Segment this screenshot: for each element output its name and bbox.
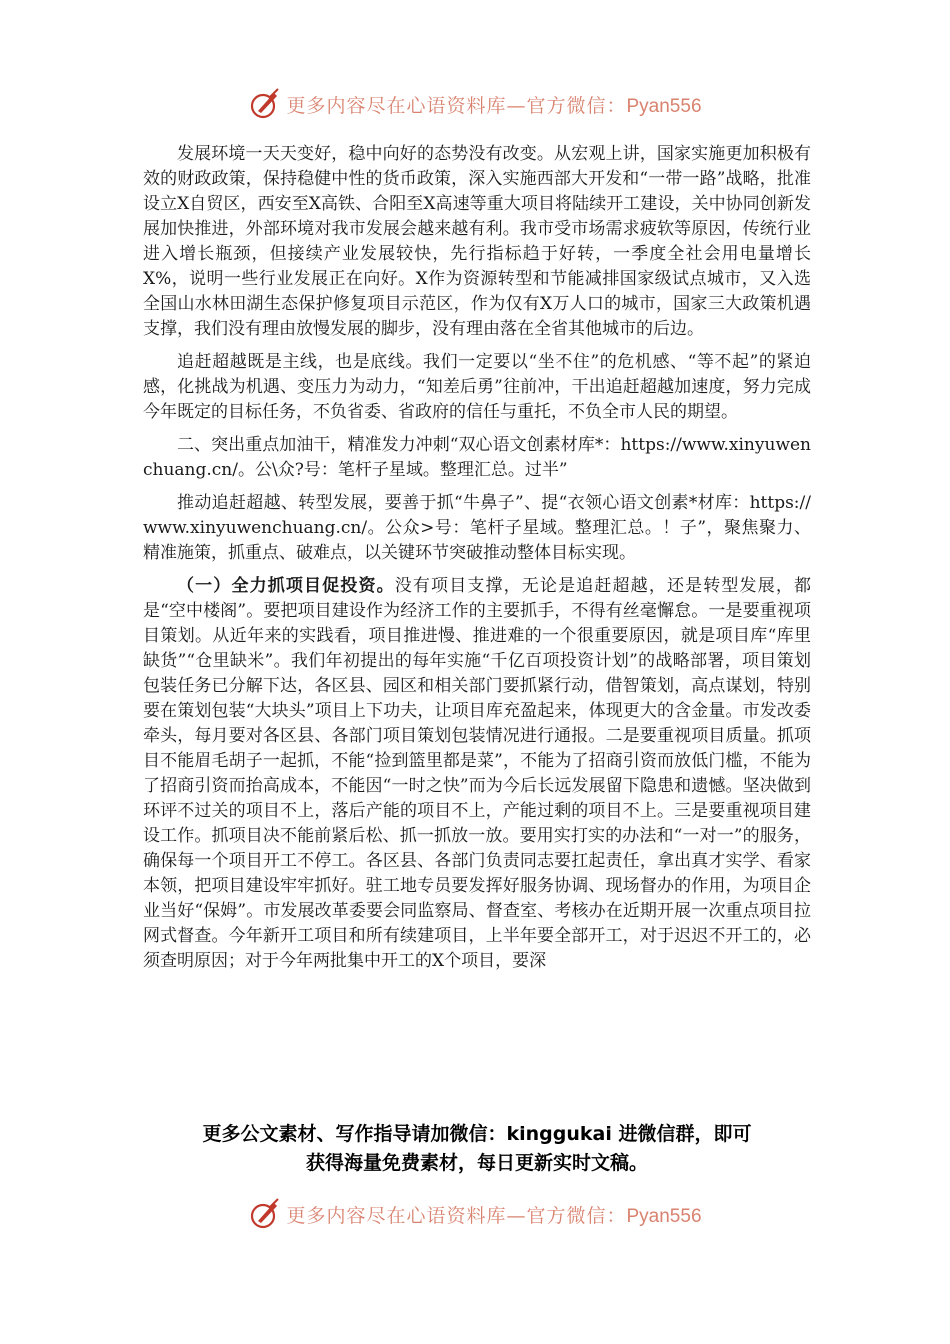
banner-text xyxy=(286,91,701,118)
banner-wechat-id: Pyan556 xyxy=(626,95,702,117)
footer-banner xyxy=(0,1192,950,1236)
header-banner xyxy=(0,82,950,126)
paragraph-environment: 发展环境一天天变好，稳中向好的态势没有改变。从宏观上讲，国家实施更加积极有效的财政政策，保持稳健中性的货币政策，深入实施西部大开发和“一带一路”战略，批准设立X自贸区，西安至X高铁、合阳至X高速等重大项目将陆续开工建设，关中协同创新发展加快推进，外部环境对我市发展会越来越有利。我市受市场需求疲软等原因，传统行业进入增长瓶颈，但接续产业发展较快，先行指标趋于好转，一季度全社会用电量增长X%，说明一些行业发展正在向好。X作为资源转型和节能减排国家级试点城市，又入选全国山水林田湖生态保护修复项目示范区，作为仅有X万人口的城市，国家三大政策机遇支撑，我们没有理由放慢发展的脚步，没有理由落在全省其他城市的后边。 xyxy=(143,144,811,339)
banner-main-text: 更多内容尽在心语资料库 xyxy=(286,94,507,117)
section-text-projects: 没有项目支撑，无论是追赶超越，还是转型发展，都是“空中楼阁”。要把项目建设作为经济工作的主要抓手，不得有丝毫懈怠。一是要重视项目策划。从近年来的实践看，项目推进慢、推进难的一个很重要原因，就是项目库“库里缺货”“仓里缺米”。我们年初提出的每年实施“千亿百项投资计划”的战略部署，项目策划包装任务已分解下达，各区县、园区和相关部门要抓紧行动，借智策划，高点谋划，特别要在策划包装“大块头”项目上下功夫，让项目库充盈起来，体现更大的含金量。市发改委牵头，每月要对各区县、各部门项目策划包装情况进行通报。二是要重视项目质量。抓项目不能眉毛胡子一起抓，不能“捡到篮里都是菜”，不能为了招商引资而放低门槛，不能为了招商引资而抬高成本，不能因“一时之快”而为今后长远发展留下隐患和遗憾。坚决做到环评不过关的项目不上，落后产能的项目不上，产能过剩的项目不上。三是要重视项目建设工作。抓项目决不能前紧后松、抓一抓放一放。要用实打实的办法和“一对一”的服务，确保每一个项目开工不停工。各区县、各部门负责同志要扛起责任，拿出真才实学、看家本领，把项目建设牢牢抓好。驻工地专员要发挥好服务协调、现场督办的作用，为项目企业当好“保姆”。市发展改革委要会同监察局、督查室、考核办在近期开展一次重点项目拉网式督查。今年新开工项目和所有续建项目，上半年要全部开工，对于迟迟不开工的，必须查明原因；对于今年两批集中开工的X个项目，要深 xyxy=(143,576,811,971)
document-body xyxy=(143,142,811,982)
promo-line-1: 更多公文素材、写作指导请加微信：kinggukai 进微信群，即可 xyxy=(202,1123,752,1145)
paragraph-focus: 推动追赶超越、转型发展，要善于抓“牛鼻子”、提“衣领心语文创素*材库：https://www.xinyuwenchuang.cn/。公众>号：笔杆子星域。整理汇总。！子”，聚焦聚力、精准施策，抓重点、破难点，以关键环节突破推动整体目标实现。 xyxy=(143,493,811,563)
banner-text xyxy=(286,1201,701,1228)
promo-line-2: 获得海量免费素材，每日更新实时文稿。 xyxy=(305,1152,648,1174)
paragraph-section-two-heading: 二、突出重点加油干，精准发力冲刺“双心语文创素材库*：https://www.xinyuwenchuang.cn/。公\众?号：笔杆子星域。整理汇总。过半” xyxy=(143,435,811,480)
banner-wechat-id: Pyan556 xyxy=(626,1205,702,1227)
paragraph-projects xyxy=(143,574,811,974)
quill-logo-icon xyxy=(248,87,282,121)
banner-main-text: 更多内容尽在心语资料库 xyxy=(286,1204,507,1227)
promo-notice xyxy=(143,1120,811,1178)
banner-separator: — xyxy=(506,1204,527,1227)
banner-wechat-label: 官方微信： xyxy=(526,94,627,117)
quill-logo-icon xyxy=(248,1197,282,1231)
section-heading-projects: （一）全力抓项目促投资。 xyxy=(177,576,395,596)
banner-separator: — xyxy=(506,94,527,117)
paragraph-catch-up: 追赶超越既是主线，也是底线。我们一定要以“坐不住”的危机感、“等不起”的紧迫感，化挑战为机遇、变压力为动力，“知差后勇”往前冲，干出追赶超越加速度，努力完成今年既定的目标任务，不负省委、省政府的信任与重托，不负全市人民的期望。 xyxy=(143,352,811,422)
banner-wechat-label: 官方微信： xyxy=(526,1204,627,1227)
